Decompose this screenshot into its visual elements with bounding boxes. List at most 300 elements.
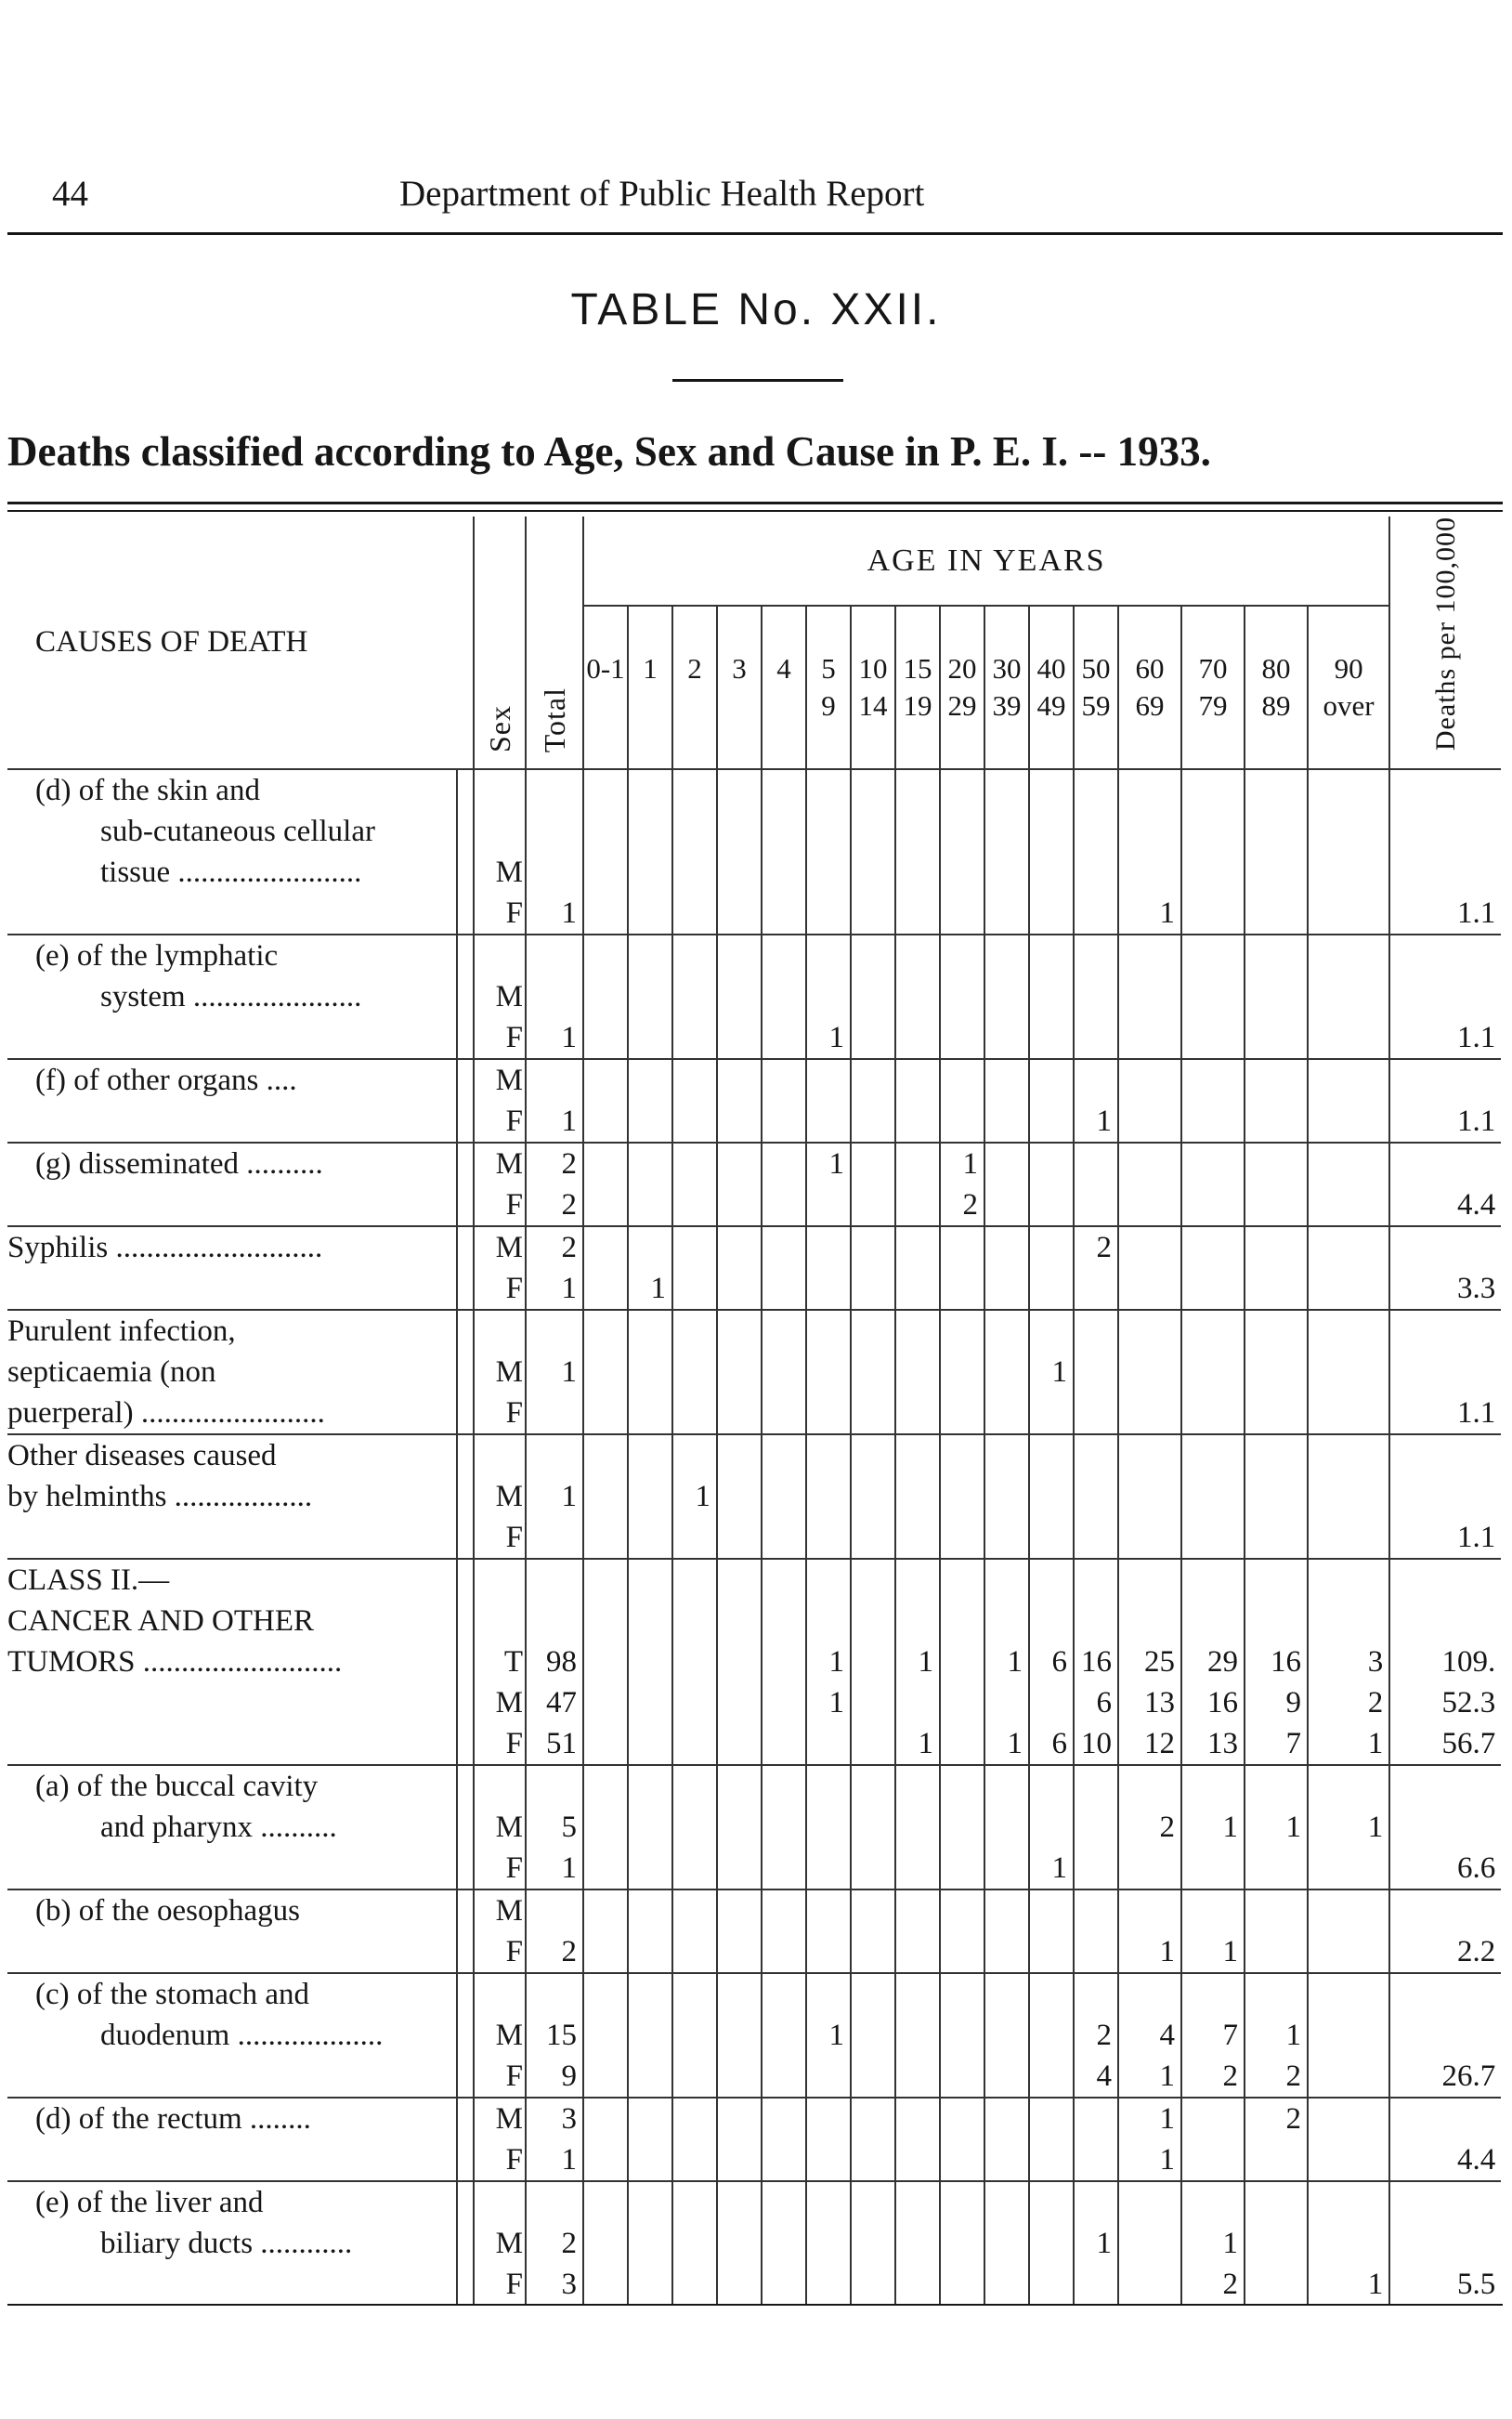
age-cell xyxy=(717,2223,762,2264)
age-cell xyxy=(717,935,762,976)
rate-cell xyxy=(1389,2181,1501,2223)
cause-label: (f) of other organs .... xyxy=(7,1059,457,1101)
rate-cell: 1.1 xyxy=(1389,1017,1501,1059)
age-cell xyxy=(806,1559,851,1601)
age-cell xyxy=(851,1848,895,1889)
age-cell xyxy=(717,852,762,893)
age-cell xyxy=(583,893,628,935)
total-cell: 3 xyxy=(526,2098,583,2139)
rate-cell xyxy=(1389,2223,1501,2264)
cause-label: (d) of the rectum ........ xyxy=(7,2098,457,2139)
table-row xyxy=(7,1434,1501,1476)
age-cell xyxy=(717,893,762,935)
table-row xyxy=(7,1059,1501,1101)
total-cell: 9 xyxy=(526,2056,583,2098)
age-cell xyxy=(717,1059,762,1101)
age-cell xyxy=(628,1601,672,1641)
age-cell xyxy=(672,1101,717,1143)
age-cell xyxy=(762,1017,806,1059)
total-cell: 1 xyxy=(526,1017,583,1059)
age-cell xyxy=(895,1765,940,1807)
age-cell xyxy=(717,2056,762,2098)
age-cell xyxy=(895,1268,940,1310)
age-cell xyxy=(672,852,717,893)
age-cell xyxy=(1029,852,1074,893)
age-cell xyxy=(1074,2181,1118,2223)
age-cell xyxy=(1029,976,1074,1017)
age-cell xyxy=(762,1226,806,1268)
age-cell xyxy=(717,1641,762,1682)
rate-cell xyxy=(1389,852,1501,893)
rate-cell: 109. xyxy=(1389,1641,1501,1682)
rate-cell xyxy=(1389,1310,1501,1352)
rate-cell xyxy=(1389,811,1501,852)
cause-label xyxy=(7,1268,457,1310)
age-cell xyxy=(806,1352,851,1393)
sex-column-cell xyxy=(457,1931,474,1973)
age-cell xyxy=(895,2056,940,2098)
cause-label xyxy=(7,893,457,935)
age-range-start: 1 xyxy=(643,652,658,686)
rate-cell: 56.7 xyxy=(1389,1723,1501,1765)
age-cell xyxy=(1118,1017,1181,1059)
sex-cell xyxy=(474,769,526,811)
sex-column-cell xyxy=(457,1310,474,1352)
cause-label: duodenum ................... xyxy=(7,2015,457,2056)
age-cell xyxy=(628,1973,672,2015)
age-cell xyxy=(1245,769,1308,811)
total-cell xyxy=(526,811,583,852)
age-cell xyxy=(806,1310,851,1352)
age-cell xyxy=(1308,1559,1389,1601)
rate-cell: 1.1 xyxy=(1389,1101,1501,1143)
total-cell: 2 xyxy=(526,1226,583,1268)
age-cell xyxy=(672,935,717,976)
total-cell xyxy=(526,1973,583,2015)
age-cell xyxy=(717,2139,762,2181)
age-cell xyxy=(940,1310,984,1352)
sex-cell: M xyxy=(474,1059,526,1101)
age-cell xyxy=(851,1641,895,1682)
age-cell xyxy=(1245,1226,1308,1268)
age-cell xyxy=(1308,1765,1389,1807)
sex-cell: F xyxy=(474,893,526,935)
age-cell xyxy=(984,1310,1029,1352)
age-cell: 1 xyxy=(1308,2264,1389,2305)
age-cell xyxy=(1308,2098,1389,2139)
age-cell xyxy=(1308,1143,1389,1184)
age-cell xyxy=(851,1973,895,2015)
age-cell xyxy=(628,2181,672,2223)
sex-cell: F xyxy=(474,2264,526,2305)
age-cell xyxy=(717,1476,762,1517)
total-cell: 2 xyxy=(526,1931,583,1973)
age-cell xyxy=(806,893,851,935)
age-cell xyxy=(895,769,940,811)
age-cell xyxy=(1245,1184,1308,1226)
age-range-end: over xyxy=(1323,689,1375,723)
age-cell xyxy=(984,1682,1029,1723)
sex-cell: F xyxy=(474,1931,526,1973)
age-cell xyxy=(1074,1268,1118,1310)
total-cell xyxy=(526,1434,583,1476)
sex-column-cell xyxy=(457,1848,474,1889)
age-cell xyxy=(672,1059,717,1101)
rate-cell: 4.4 xyxy=(1389,2139,1501,2181)
age-cell xyxy=(1074,976,1118,1017)
age-cell xyxy=(851,2223,895,2264)
header-rule xyxy=(7,232,1503,235)
rate-cell: 1.1 xyxy=(1389,1393,1501,1434)
age-cell: 16 xyxy=(1074,1641,1118,1682)
rate-cell: 1.1 xyxy=(1389,1517,1501,1559)
age-cell: 2 xyxy=(1118,1807,1181,1848)
age-cell xyxy=(851,769,895,811)
age-cell xyxy=(1074,1143,1118,1184)
table-row xyxy=(7,1641,1501,1682)
age-cell: 1 xyxy=(1181,1931,1245,1973)
age-range-end: 49 xyxy=(1036,689,1066,723)
age-cell xyxy=(628,2098,672,2139)
sex-cell xyxy=(474,1310,526,1352)
age-cell xyxy=(583,1682,628,1723)
table-row xyxy=(7,1226,1501,1268)
age-cell xyxy=(1308,1476,1389,1517)
age-cell xyxy=(628,1848,672,1889)
age-cell xyxy=(762,1682,806,1723)
age-cell xyxy=(806,2181,851,2223)
age-cell xyxy=(717,1973,762,2015)
age-cell xyxy=(984,1226,1029,1268)
total-cell xyxy=(526,1601,583,1641)
age-cell xyxy=(672,1765,717,1807)
age-cell xyxy=(1245,1017,1308,1059)
age-cell xyxy=(940,1807,984,1848)
age-cell: 1 xyxy=(895,1723,940,1765)
age-cell xyxy=(1181,976,1245,1017)
sex-column-cell xyxy=(457,893,474,935)
age-cell xyxy=(1118,769,1181,811)
age-cell xyxy=(1181,935,1245,976)
cause-label: TUMORS .......................... xyxy=(7,1641,457,1682)
age-cell xyxy=(851,935,895,976)
rate-cell xyxy=(1389,2015,1501,2056)
sex-column-cell xyxy=(457,1601,474,1641)
age-cell xyxy=(1029,1559,1074,1601)
rate-cell xyxy=(1389,1059,1501,1101)
age-cell xyxy=(940,1682,984,1723)
age-cell xyxy=(1181,1017,1245,1059)
cause-label: and pharynx .......... xyxy=(7,1807,457,1848)
age-cell xyxy=(1181,2098,1245,2139)
total-cell xyxy=(526,1559,583,1601)
age-cell xyxy=(1029,1310,1074,1352)
age-cell xyxy=(895,1184,940,1226)
age-cell xyxy=(583,1310,628,1352)
age-cell xyxy=(628,852,672,893)
age-cell: 3 xyxy=(1308,1641,1389,1682)
age-column-header xyxy=(628,606,672,769)
age-cell xyxy=(1029,1059,1074,1101)
rate-cell xyxy=(1389,1143,1501,1184)
sex-cell: M xyxy=(474,2223,526,2264)
cause-label xyxy=(7,1723,457,1765)
age-cell xyxy=(1074,1973,1118,2015)
age-cell xyxy=(1029,935,1074,976)
age-cell: 12 xyxy=(1118,1723,1181,1765)
age-cell xyxy=(851,2098,895,2139)
age-cell xyxy=(672,1017,717,1059)
age-cell xyxy=(806,1226,851,1268)
table-row xyxy=(7,1559,1501,1601)
age-cell xyxy=(1245,1310,1308,1352)
age-cell xyxy=(984,1931,1029,1973)
total-cell: 3 xyxy=(526,2264,583,2305)
age-cell xyxy=(762,1601,806,1641)
age-range-end: 9 xyxy=(821,689,836,723)
age-cell xyxy=(762,1476,806,1517)
sex-column-cell xyxy=(457,1973,474,2015)
age-cell xyxy=(1074,811,1118,852)
age-cell xyxy=(583,1559,628,1601)
age-cell xyxy=(628,976,672,1017)
sex-cell: F xyxy=(474,1393,526,1434)
cause-label xyxy=(7,1517,457,1559)
age-cell: 13 xyxy=(1181,1723,1245,1765)
age-cell xyxy=(1245,1434,1308,1476)
age-cell xyxy=(628,1476,672,1517)
age-cell xyxy=(1029,1143,1074,1184)
age-cell xyxy=(1074,2139,1118,2181)
age-cell xyxy=(851,1352,895,1393)
total-cell: 1 xyxy=(526,1352,583,1393)
age-cell xyxy=(984,1517,1029,1559)
rate-cell: 3.3 xyxy=(1389,1268,1501,1310)
age-cell xyxy=(762,1352,806,1393)
age-cell xyxy=(762,2139,806,2181)
age-range-start: 20 xyxy=(947,652,977,686)
age-cell xyxy=(1245,1765,1308,1807)
age-cell: 1 xyxy=(1118,2098,1181,2139)
table-row xyxy=(7,935,1501,976)
age-cell xyxy=(762,1184,806,1226)
age-column-header xyxy=(1118,606,1181,769)
age-column-header xyxy=(851,606,895,769)
table-row xyxy=(7,811,1501,852)
age-column-header xyxy=(1308,606,1389,769)
age-cell xyxy=(940,1848,984,1889)
age-cell xyxy=(762,1059,806,1101)
age-cell xyxy=(762,1268,806,1310)
age-cell: 2 xyxy=(1245,2098,1308,2139)
table-row xyxy=(7,1931,1501,1973)
age-cell xyxy=(984,1268,1029,1310)
age-cell xyxy=(1029,1765,1074,1807)
age-cell: 1 xyxy=(895,1641,940,1682)
age-cell xyxy=(806,2139,851,2181)
age-cell xyxy=(940,935,984,976)
age-cell xyxy=(1074,769,1118,811)
age-cell xyxy=(1245,1931,1308,1973)
sex-column-cell xyxy=(457,1765,474,1807)
age-cell xyxy=(1181,1848,1245,1889)
age-cell xyxy=(895,1601,940,1641)
age-cell xyxy=(762,935,806,976)
age-cell xyxy=(762,1310,806,1352)
age-cell xyxy=(1074,2264,1118,2305)
age-cell: 1 xyxy=(806,1143,851,1184)
age-cell xyxy=(1118,1059,1181,1101)
age-column-header xyxy=(717,606,762,769)
age-cell xyxy=(628,1434,672,1476)
age-cell xyxy=(851,1889,895,1931)
age-cell xyxy=(762,1517,806,1559)
cause-label: puerperal) ........................ xyxy=(7,1393,457,1434)
cause-label xyxy=(7,2056,457,2098)
age-cell xyxy=(1074,1059,1118,1101)
table-row xyxy=(7,2181,1501,2223)
age-cell xyxy=(583,1059,628,1101)
age-cell xyxy=(940,1517,984,1559)
age-cell xyxy=(717,2015,762,2056)
age-cell xyxy=(806,2056,851,2098)
age-cell xyxy=(717,811,762,852)
age-cell xyxy=(717,1517,762,1559)
cause-label xyxy=(7,2139,457,2181)
total-cell xyxy=(526,976,583,1017)
age-cell xyxy=(1308,1268,1389,1310)
total-cell: 1 xyxy=(526,2139,583,2181)
sex-column-cell xyxy=(457,2015,474,2056)
age-cell xyxy=(672,2264,717,2305)
age-cell xyxy=(806,1101,851,1143)
age-cell xyxy=(672,1641,717,1682)
age-cell xyxy=(1074,1931,1118,1973)
rate-cell: 52.3 xyxy=(1389,1682,1501,1723)
age-cell xyxy=(1308,2056,1389,2098)
age-cell xyxy=(984,1101,1029,1143)
age-cell xyxy=(851,2056,895,2098)
age-cell xyxy=(984,2264,1029,2305)
age-cell xyxy=(672,1723,717,1765)
age-cell xyxy=(583,2056,628,2098)
age-cell xyxy=(940,1559,984,1601)
age-cell xyxy=(762,852,806,893)
age-cell xyxy=(628,2056,672,2098)
age-cell xyxy=(672,1143,717,1184)
age-column-header xyxy=(583,606,628,769)
age-cell xyxy=(940,2264,984,2305)
age-cell xyxy=(1074,1601,1118,1641)
age-cell xyxy=(940,1973,984,2015)
age-cell xyxy=(984,769,1029,811)
age-cell xyxy=(717,1889,762,1931)
age-cell: 16 xyxy=(1245,1641,1308,1682)
age-cell xyxy=(583,2139,628,2181)
age-cell xyxy=(895,1101,940,1143)
age-cell xyxy=(1074,1807,1118,1848)
age-cell xyxy=(672,1973,717,2015)
cause-label xyxy=(7,1101,457,1143)
age-cell xyxy=(1308,2223,1389,2264)
age-cell xyxy=(628,1559,672,1601)
table-bottom-rule xyxy=(7,2304,1503,2306)
age-cell xyxy=(1245,1393,1308,1434)
sex-column-cell xyxy=(457,1101,474,1143)
sex-cell xyxy=(474,1601,526,1641)
age-range-start: 70 xyxy=(1198,652,1228,686)
age-cell xyxy=(895,1889,940,1931)
age-cell xyxy=(628,1931,672,1973)
age-cell: 4 xyxy=(1074,2056,1118,2098)
age-cell xyxy=(583,811,628,852)
age-cell xyxy=(583,1143,628,1184)
age-column-header xyxy=(895,606,940,769)
age-cell: 1 xyxy=(806,1017,851,1059)
age-cell xyxy=(583,1226,628,1268)
age-cell xyxy=(1245,2264,1308,2305)
age-cell xyxy=(583,2264,628,2305)
age-cell xyxy=(806,2098,851,2139)
sex-cell: F xyxy=(474,2056,526,2098)
age-cell xyxy=(672,1393,717,1434)
age-range-start: 3 xyxy=(732,652,747,686)
age-cell xyxy=(806,1931,851,1973)
age-cell xyxy=(717,1807,762,1848)
total-cell: 2 xyxy=(526,2223,583,2264)
age-cell xyxy=(851,2181,895,2223)
age-cell xyxy=(717,1352,762,1393)
age-cell xyxy=(583,2015,628,2056)
total-cell xyxy=(526,1765,583,1807)
age-cell xyxy=(717,1143,762,1184)
sex-column-cell xyxy=(457,1184,474,1226)
sex-column-cell xyxy=(457,1476,474,1517)
age-cell: 6 xyxy=(1029,1723,1074,1765)
age-range-start: 5 xyxy=(821,652,836,686)
sex-column-cell xyxy=(457,1226,474,1268)
age-cell xyxy=(806,769,851,811)
age-cell xyxy=(1245,893,1308,935)
sex-cell: M xyxy=(474,1807,526,1848)
age-cell xyxy=(717,1434,762,1476)
total-cell: 98 xyxy=(526,1641,583,1682)
age-cell xyxy=(1245,1476,1308,1517)
sex-column-cell xyxy=(457,1559,474,1601)
age-cell xyxy=(940,1268,984,1310)
age-cell xyxy=(583,1184,628,1226)
age-cell: 2 xyxy=(1181,2056,1245,2098)
age-cell xyxy=(895,1226,940,1268)
table-row xyxy=(7,1143,1501,1184)
age-cell xyxy=(1308,1889,1389,1931)
rate-cell xyxy=(1389,1434,1501,1476)
age-cell xyxy=(895,2264,940,2305)
age-cell xyxy=(717,1848,762,1889)
rate-cell: 6.6 xyxy=(1389,1848,1501,1889)
age-cell xyxy=(1308,893,1389,935)
age-cell xyxy=(762,1765,806,1807)
age-cell xyxy=(1074,1017,1118,1059)
sex-column-cell xyxy=(457,1723,474,1765)
age-cell xyxy=(1118,1848,1181,1889)
age-cell xyxy=(628,1641,672,1682)
age-cell xyxy=(583,1434,628,1476)
sex-cell xyxy=(474,1434,526,1476)
total-cell xyxy=(526,2181,583,2223)
age-cell xyxy=(984,2056,1029,2098)
age-cell xyxy=(1118,1434,1181,1476)
